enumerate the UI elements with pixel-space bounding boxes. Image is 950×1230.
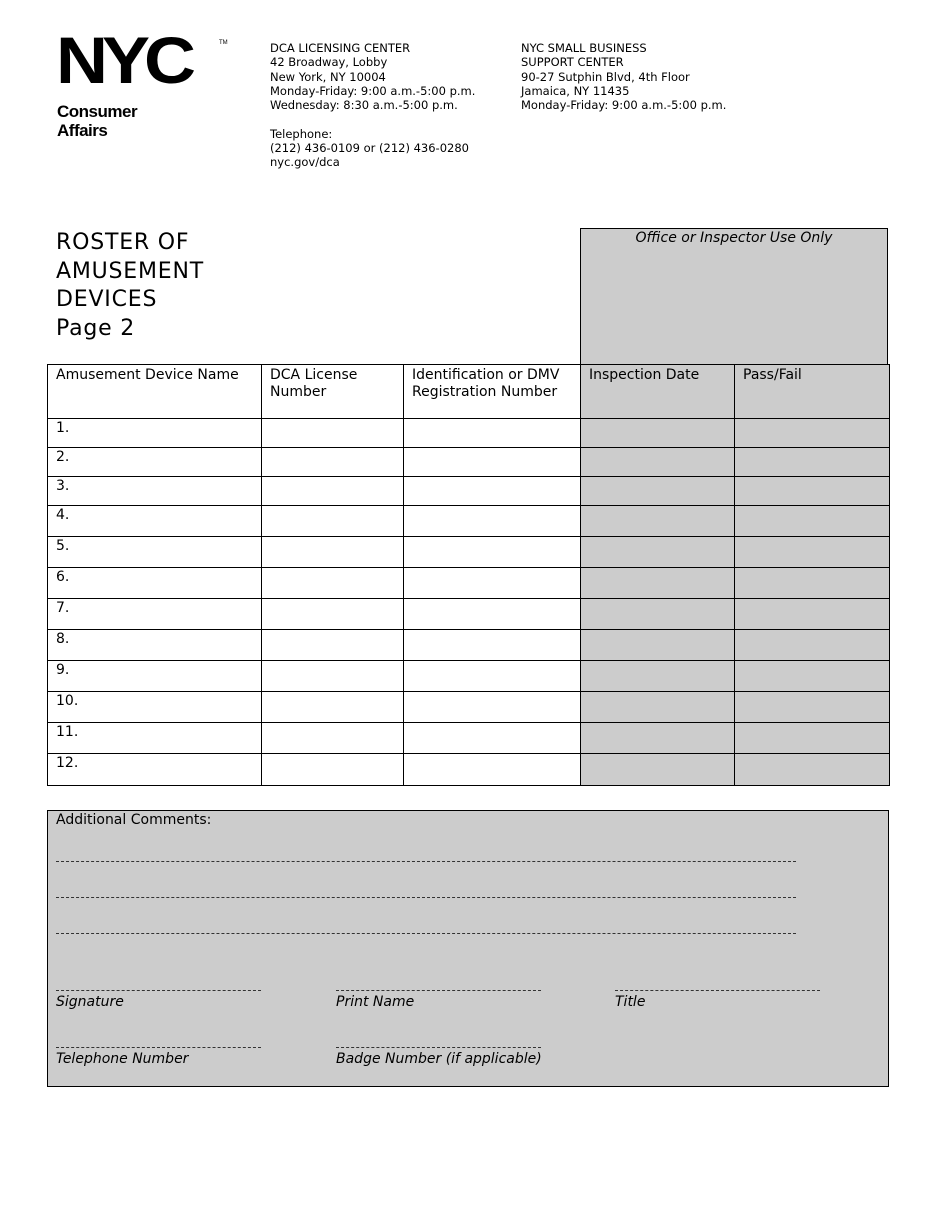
logo-line-1: Consumer	[57, 102, 138, 121]
table-header-row	[48, 365, 890, 419]
device-name-cell[interactable]: 2.	[48, 448, 262, 477]
table-row	[48, 754, 890, 786]
pass-fail-cell[interactable]	[735, 448, 890, 477]
table-row	[48, 448, 890, 477]
comment-line-2[interactable]	[56, 897, 796, 898]
inspection-date-cell[interactable]	[581, 568, 735, 599]
identification-number-cell[interactable]	[404, 419, 581, 448]
pass-fail-cell[interactable]	[735, 692, 890, 723]
small-business-support-center-address	[521, 41, 761, 112]
additional-comments-label: Additional Comments:	[56, 812, 212, 828]
comment-line-3[interactable]	[56, 933, 796, 934]
page-title	[56, 229, 204, 343]
table-row	[48, 568, 890, 599]
address-line: Monday-Friday: 9:00 a.m.-5:00 p.m.	[521, 98, 727, 113]
dca-licensing-center-address	[270, 41, 510, 170]
device-name-cell[interactable]: 6.	[48, 568, 262, 599]
address-spacer	[270, 112, 510, 126]
device-name-cell[interactable]: 10.	[48, 692, 262, 723]
title-line-field[interactable]	[615, 990, 820, 991]
license-number-cell[interactable]	[262, 506, 404, 537]
title-label: Title	[615, 994, 646, 1010]
office-use-only-label: Office or Inspector Use Only	[635, 230, 833, 246]
table-row	[48, 537, 890, 568]
comments-signature-section	[47, 810, 889, 1087]
header-pass-fail: Pass/Fail	[735, 365, 890, 419]
inspection-date-cell[interactable]	[581, 630, 735, 661]
inspection-date-cell[interactable]	[581, 537, 735, 568]
address-line: Monday-Friday: 9:00 a.m.-5:00 p.m.	[270, 83, 476, 98]
license-number-cell[interactable]	[262, 661, 404, 692]
device-name-cell[interactable]: 12.	[48, 754, 262, 786]
license-number-cell[interactable]	[262, 692, 404, 723]
pass-fail-cell[interactable]	[735, 754, 890, 786]
inspection-date-cell[interactable]	[581, 661, 735, 692]
identification-number-cell[interactable]	[404, 661, 581, 692]
license-number-cell[interactable]	[262, 754, 404, 786]
nyc-consumer-affairs-logo	[56, 24, 228, 142]
license-number-cell[interactable]	[262, 568, 404, 599]
identification-number-cell[interactable]	[404, 630, 581, 661]
telephone-number-label: Telephone Number	[56, 1051, 189, 1067]
print-name-line[interactable]	[336, 990, 541, 991]
inspection-date-cell[interactable]	[581, 506, 735, 537]
license-number-cell[interactable]	[262, 723, 404, 754]
table-row	[48, 723, 890, 754]
device-name-cell[interactable]: 8.	[48, 630, 262, 661]
office-use-only-area	[580, 228, 888, 364]
identification-number-cell[interactable]	[404, 537, 581, 568]
address-line: New York, NY 10004	[270, 69, 386, 84]
print-name-label: Print Name	[336, 994, 415, 1010]
pass-fail-cell[interactable]	[735, 723, 890, 754]
table-row	[48, 630, 890, 661]
device-name-cell[interactable]: 9.	[48, 661, 262, 692]
address-line: Telephone:	[270, 126, 333, 141]
roster-table	[47, 364, 890, 786]
address-line: 42 Broadway, Lobby	[270, 55, 388, 70]
address-line: Jamaica, NY 11435	[521, 83, 630, 98]
signature-label: Signature	[56, 994, 124, 1010]
header-license-number: DCA License Number	[262, 365, 404, 419]
title-line: ROSTER OF	[56, 230, 190, 255]
address-line: DCA LICENSING CENTER	[270, 41, 411, 55]
logo-trademark: TM	[219, 40, 228, 46]
pass-fail-cell[interactable]	[735, 661, 890, 692]
badge-number-label: Badge Number (if applicable)	[336, 1051, 542, 1067]
telephone-numbers: (212) 436-0109 or (212) 436-0280	[270, 141, 469, 156]
address-line: Wednesday: 8:30 a.m.-5:00 p.m.	[270, 98, 458, 113]
identification-number-cell[interactable]	[404, 506, 581, 537]
license-number-cell[interactable]	[262, 448, 404, 477]
identification-number-cell[interactable]	[404, 599, 581, 630]
badge-number-line[interactable]	[336, 1047, 541, 1048]
table-row	[48, 692, 890, 723]
license-number-cell[interactable]	[262, 419, 404, 448]
device-name-cell[interactable]: 11.	[48, 723, 262, 754]
device-name-cell[interactable]: 4.	[48, 506, 262, 537]
header-device-name: Amusement Device Name	[48, 365, 262, 419]
license-number-cell[interactable]	[262, 630, 404, 661]
address-line: 90-27 Sutphin Blvd, 4th Floor	[521, 69, 690, 84]
logo-line-2: Affairs	[57, 121, 108, 140]
identification-number-cell[interactable]	[404, 568, 581, 599]
identification-number-cell[interactable]	[404, 477, 581, 506]
pass-fail-cell[interactable]	[735, 537, 890, 568]
device-name-cell[interactable]: 1.	[48, 419, 262, 448]
inspection-date-cell[interactable]	[581, 599, 735, 630]
inspection-date-cell[interactable]	[581, 754, 735, 786]
telephone-number-line[interactable]	[56, 1047, 261, 1048]
identification-number-cell[interactable]	[404, 754, 581, 786]
inspection-date-cell[interactable]	[581, 477, 735, 506]
device-name-cell[interactable]: 3.	[48, 477, 262, 506]
pass-fail-cell[interactable]	[735, 568, 890, 599]
comment-line-1[interactable]	[56, 861, 796, 862]
table-row	[48, 506, 890, 537]
pass-fail-cell[interactable]	[735, 630, 890, 661]
table-row	[48, 661, 890, 692]
inspection-date-cell[interactable]	[581, 692, 735, 723]
license-number-cell[interactable]	[262, 599, 404, 630]
inspection-date-cell[interactable]	[581, 448, 735, 477]
title-line: AMUSEMENT	[56, 258, 204, 284]
identification-number-cell[interactable]	[404, 723, 581, 754]
license-number-cell[interactable]	[262, 537, 404, 568]
table-row	[48, 599, 890, 630]
address-line: NYC SMALL BUSINESS	[521, 41, 647, 55]
table-row	[48, 477, 890, 506]
device-name-cell[interactable]: 5.	[48, 537, 262, 568]
inspection-date-cell[interactable]	[581, 419, 735, 448]
pass-fail-cell[interactable]	[735, 506, 890, 537]
inspection-date-cell[interactable]	[581, 723, 735, 754]
identification-number-cell[interactable]	[404, 448, 581, 477]
identification-number-cell[interactable]	[404, 692, 581, 723]
header-identification-number: Identification or DMV Registration Number	[404, 365, 581, 419]
signature-line[interactable]	[56, 990, 261, 991]
page-number: Page 2	[56, 315, 136, 341]
device-name-cell[interactable]: 7.	[48, 599, 262, 630]
logo-agency-name	[57, 102, 137, 140]
pass-fail-cell[interactable]	[735, 599, 890, 630]
website: nyc.gov/dca	[270, 155, 340, 170]
logo-nyc-text: NYC	[56, 24, 191, 98]
license-number-cell[interactable]	[262, 477, 404, 506]
address-line: SUPPORT CENTER	[521, 55, 624, 70]
pass-fail-cell[interactable]	[735, 477, 890, 506]
header-inspection-date: Inspection Date	[581, 365, 735, 419]
table-row	[48, 419, 890, 448]
pass-fail-cell[interactable]	[735, 419, 890, 448]
title-line: DEVICES	[56, 287, 158, 312]
